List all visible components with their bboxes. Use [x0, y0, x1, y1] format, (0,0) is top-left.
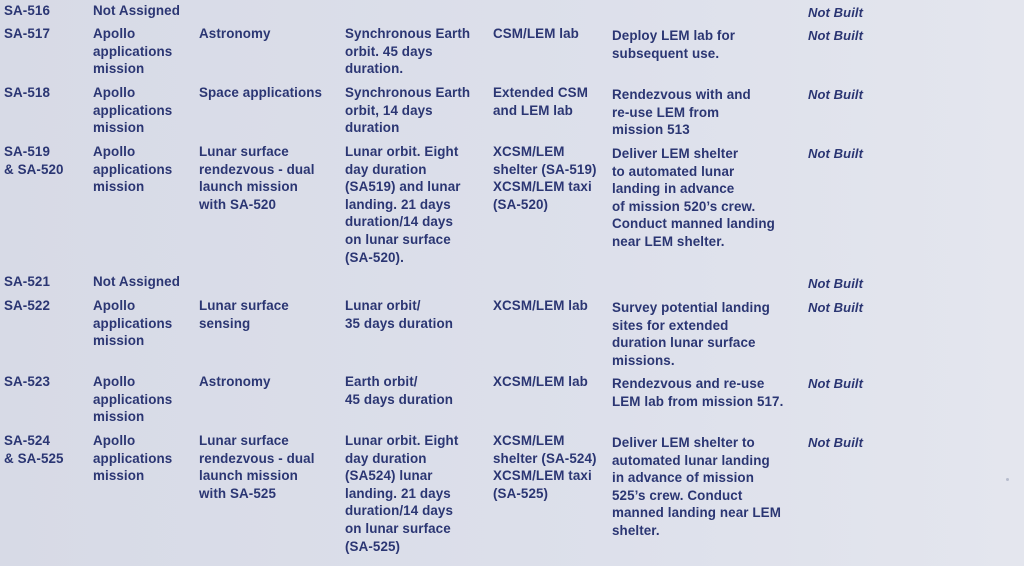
- mission-purpose: Deliver LEM shelter to automated lunar landing in advance of mission 520’s crew. Conduct manned landing near LEM shelter.: [612, 146, 775, 249]
- mission-spacecraft: XCSM/LEM lab: [493, 374, 588, 389]
- mission-type: Apollo applications mission: [93, 144, 173, 195]
- mission-purpose: Deliver LEM shelter to automated lunar landing in advance of mission 525’s crew. Conduct manned landing near LEM shelter.: [612, 435, 781, 538]
- paper-speck: [1006, 478, 1009, 481]
- mission-area: Lunar surface sensing: [199, 298, 289, 331]
- mission-type: Apollo applications mission: [93, 433, 173, 484]
- mission-status: Not Built: [808, 5, 864, 20]
- mission-area: Space applications: [199, 85, 323, 100]
- mission-purpose: Survey potential landing sites for extended duration lunar surface missions.: [612, 300, 770, 368]
- mission-orbit: Synchronous Earth orbit. 45 days duration.: [345, 26, 471, 77]
- mission-id: SA-521: [4, 274, 51, 289]
- mission-id: SA-523: [4, 374, 51, 389]
- mission-status: Not Built: [808, 435, 864, 450]
- mission-type: Not Assigned: [93, 274, 181, 289]
- mission-type: Apollo applications mission: [93, 298, 173, 349]
- mission-orbit: Earth orbit/ 45 days duration: [345, 374, 454, 407]
- mission-spacecraft: CSM/LEM lab: [493, 26, 579, 41]
- mission-type: Apollo applications mission: [93, 26, 173, 77]
- mission-spacecraft: XCSM/LEM shelter (SA-524) XCSM/LEM taxi (SA-525): [493, 433, 597, 501]
- mission-area: Lunar surface rendezvous - dual launch mission with SA-520: [199, 144, 315, 212]
- mission-id: SA-522: [4, 298, 51, 313]
- mission-spacecraft: XCSM/LEM lab: [493, 298, 588, 313]
- mission-status: Not Built: [808, 276, 864, 291]
- mission-type: Apollo applications mission: [93, 374, 173, 425]
- mission-orbit: Lunar orbit. Eight day duration (SA519) and lunar landing. 21 days duration/14 days on lunar surface (SA-520).: [345, 144, 461, 265]
- mission-id: SA-516: [4, 3, 51, 18]
- mission-status: Not Built: [808, 87, 864, 102]
- mission-spacecraft: XCSM/LEM shelter (SA-519) XCSM/LEM taxi (SA-520): [493, 144, 597, 212]
- mission-type: Apollo applications mission: [93, 85, 173, 136]
- mission-orbit: Lunar orbit. Eight day duration (SA524) lunar landing. 21 days duration/14 days on lunar surface (SA-525): [345, 433, 459, 554]
- mission-type: Not Assigned: [93, 3, 181, 18]
- mission-purpose: Deploy LEM lab for subsequent use.: [612, 28, 736, 61]
- mission-id: SA-517: [4, 26, 51, 41]
- mission-purpose: Rendezvous and re-use LEM lab from mission 517.: [612, 376, 784, 409]
- mission-id: SA-524 & SA-525: [4, 433, 64, 466]
- mission-orbit: Lunar orbit/ 35 days duration: [345, 298, 454, 331]
- mission-id: SA-519 & SA-520: [4, 144, 64, 177]
- mission-area: Astronomy: [199, 374, 271, 389]
- mission-area: Astronomy: [199, 26, 271, 41]
- mission-orbit: Synchronous Earth orbit, 14 days duration: [345, 85, 471, 136]
- mission-status: Not Built: [808, 300, 864, 315]
- mission-status: Not Built: [808, 146, 864, 161]
- mission-area: Lunar surface rendezvous - dual launch mission with SA-525: [199, 433, 315, 501]
- mission-status: Not Built: [808, 28, 864, 43]
- mission-purpose: Rendezvous with and re-use LEM from mission 513: [612, 87, 751, 138]
- mission-status: Not Built: [808, 376, 864, 391]
- mission-id: SA-518: [4, 85, 51, 100]
- mission-spacecraft: Extended CSM and LEM lab: [493, 85, 588, 118]
